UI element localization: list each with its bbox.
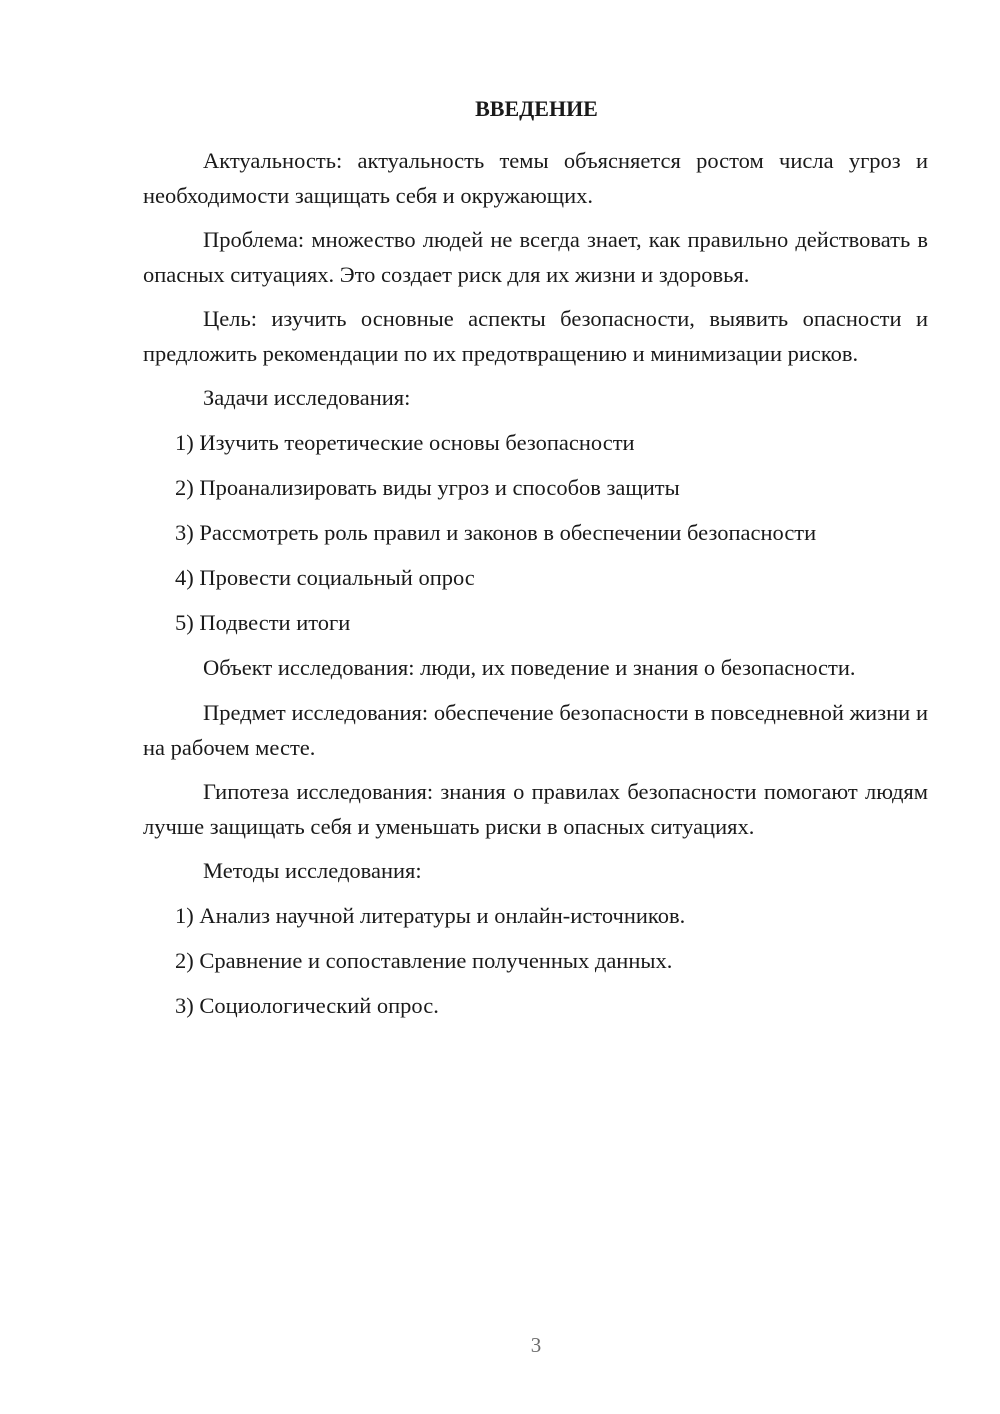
page-number: 3 bbox=[530, 1333, 542, 1357]
section-title: ВВЕДЕНИЕ bbox=[475, 96, 598, 121]
problem-paragraph: Проблема: множество людей не всегда знает, как правильно действовать в опасных ситуациях. Это создает риск для их жизни и здоровья. bbox=[143, 227, 928, 287]
list-item: 3) Социологический опрос. bbox=[175, 993, 439, 1018]
list-item: 1) Изучить теоретические основы безопасности bbox=[175, 430, 635, 455]
list-item: 1) Анализ научной литературы и онлайн-источников. bbox=[175, 903, 686, 928]
list-item: 2) Проанализировать виды угроз и способов защиты bbox=[175, 475, 680, 500]
tasks-list bbox=[143, 425, 928, 640]
subject-paragraph: Предмет исследования: обеспечение безопасности в повседневной жизни и на рабочем месте. bbox=[143, 700, 928, 760]
list-item: 5) Подвести итоги bbox=[175, 610, 351, 635]
relevance-paragraph: Актуальность: актуальность темы объясняется ростом числа угроз и необходимости защищать себя и окружающих. bbox=[143, 148, 928, 208]
methods-list bbox=[143, 898, 928, 1023]
object-paragraph: Объект исследования: люди, их поведение и знания о безопасности. bbox=[203, 655, 856, 680]
goal-paragraph: Цель: изучить основные аспекты безопасности, выявить опасности и предложить рекомендации по их предотвращению и минимизации рисков. bbox=[143, 306, 928, 366]
hypothesis-paragraph: Гипотеза исследования: знания о правилах безопасности помогают людям лучше защищать себя и уменьшать риски в опасных ситуациях. bbox=[143, 779, 928, 839]
tasks-heading: Задачи исследования: bbox=[203, 385, 411, 410]
list-item: 4) Провести социальный опрос bbox=[175, 565, 475, 590]
list-item: 2) Сравнение и сопоставление полученных данных. bbox=[175, 948, 673, 973]
page-content bbox=[143, 94, 928, 1033]
methods-heading: Методы исследования: bbox=[203, 858, 422, 883]
list-item: 3) Рассмотреть роль правил и законов в обеспечении безопасности bbox=[175, 520, 817, 545]
